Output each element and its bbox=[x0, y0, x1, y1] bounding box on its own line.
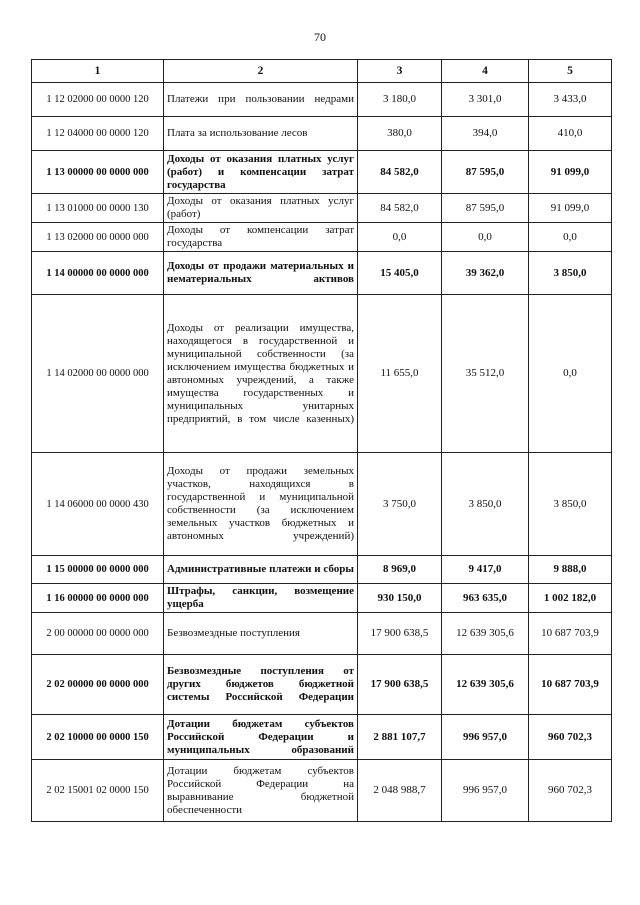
value-col4-cell: 12 639 305,6 bbox=[442, 655, 529, 715]
value-col5-cell: 960 702,3 bbox=[529, 760, 612, 822]
column-header-1: 1 bbox=[32, 60, 164, 83]
table-row bbox=[32, 655, 612, 715]
value-col4-cell: 12 639 305,6 bbox=[442, 613, 529, 655]
budget-code-cell: 1 13 02000 00 0000 000 bbox=[32, 223, 164, 252]
revenue-name-cell: Доходы от продажи материальных и нематериальных активов bbox=[164, 252, 358, 295]
revenue-name-cell: Дотации бюджетам субъектов Российской Федерации на выравнивание бюджетной обеспеченности bbox=[164, 760, 358, 822]
value-col5-cell: 10 687 703,9 bbox=[529, 655, 612, 715]
value-col3-cell: 84 582,0 bbox=[358, 151, 442, 194]
budget-code-cell: 2 02 10000 00 0000 150 bbox=[32, 715, 164, 760]
revenue-name-cell: Доходы от компенсации затрат государства bbox=[164, 223, 358, 252]
table-row bbox=[32, 715, 612, 760]
revenue-name-cell: Доходы от оказания платных услуг (работ) bbox=[164, 194, 358, 223]
value-col5-cell: 3 850,0 bbox=[529, 252, 612, 295]
budget-code-cell: 2 02 15001 02 0000 150 bbox=[32, 760, 164, 822]
revenue-name-cell: Дотации бюджетам субъектов Российской Федерации и муниципальных образований bbox=[164, 715, 358, 760]
budget-code-cell: 1 13 01000 00 0000 130 bbox=[32, 194, 164, 223]
value-col3-cell: 3 750,0 bbox=[358, 453, 442, 556]
value-col5-cell: 960 702,3 bbox=[529, 715, 612, 760]
column-header-5: 5 bbox=[529, 60, 612, 83]
value-col4-cell: 963 635,0 bbox=[442, 584, 529, 613]
value-col5-cell: 0,0 bbox=[529, 223, 612, 252]
table-row bbox=[32, 295, 612, 453]
revenue-name-cell: Безвозмездные поступления от других бюджетов бюджетной системы Российской Федерации bbox=[164, 655, 358, 715]
table-row bbox=[32, 556, 612, 584]
table-row bbox=[32, 223, 612, 252]
revenue-name-cell: Платежи при пользовании недрами bbox=[164, 83, 358, 117]
budget-code-cell: 1 12 02000 00 0000 120 bbox=[32, 83, 164, 117]
table-row bbox=[32, 613, 612, 655]
value-col3-cell: 17 900 638,5 bbox=[358, 655, 442, 715]
value-col3-cell: 84 582,0 bbox=[358, 194, 442, 223]
value-col4-cell: 3 850,0 bbox=[442, 453, 529, 556]
revenue-name-cell: Доходы от реализации имущества, находящегося в государственной и муниципальной собственности (за исключением имущества бюджетных и автономных учреждений, а также имущества государственных и муниципальных унитарных предприятий, в том числе казенных) bbox=[164, 295, 358, 453]
value-col4-cell: 87 595,0 bbox=[442, 151, 529, 194]
column-header-4: 4 bbox=[442, 60, 529, 83]
value-col3-cell: 3 180,0 bbox=[358, 83, 442, 117]
budget-code-cell: 2 00 00000 00 0000 000 bbox=[32, 613, 164, 655]
value-col3-cell: 17 900 638,5 bbox=[358, 613, 442, 655]
table-row bbox=[32, 194, 612, 223]
budget-revenue-table bbox=[31, 59, 612, 822]
budget-code-cell: 1 13 00000 00 0000 000 bbox=[32, 151, 164, 194]
budget-code-cell: 1 14 00000 00 0000 000 bbox=[32, 252, 164, 295]
budget-code-cell: 1 14 02000 00 0000 000 bbox=[32, 295, 164, 453]
value-col3-cell: 2 881 107,7 bbox=[358, 715, 442, 760]
value-col5-cell: 10 687 703,9 bbox=[529, 613, 612, 655]
value-col5-cell: 3 850,0 bbox=[529, 453, 612, 556]
value-col3-cell: 2 048 988,7 bbox=[358, 760, 442, 822]
revenue-name-cell: Плата за использование лесов bbox=[164, 117, 358, 151]
revenue-name-cell: Штрафы, санкции, возмещение ущерба bbox=[164, 584, 358, 613]
table-row bbox=[32, 453, 612, 556]
value-col5-cell: 9 888,0 bbox=[529, 556, 612, 584]
table-body bbox=[32, 83, 612, 822]
value-col5-cell: 410,0 bbox=[529, 117, 612, 151]
value-col4-cell: 9 417,0 bbox=[442, 556, 529, 584]
value-col3-cell: 8 969,0 bbox=[358, 556, 442, 584]
value-col4-cell: 996 957,0 bbox=[442, 760, 529, 822]
table-row bbox=[32, 151, 612, 194]
value-col4-cell: 35 512,0 bbox=[442, 295, 529, 453]
value-col3-cell: 15 405,0 bbox=[358, 252, 442, 295]
table-header-row bbox=[32, 60, 612, 83]
value-col5-cell: 3 433,0 bbox=[529, 83, 612, 117]
budget-code-cell: 1 14 06000 00 0000 430 bbox=[32, 453, 164, 556]
budget-code-cell: 1 16 00000 00 0000 000 bbox=[32, 584, 164, 613]
value-col4-cell: 87 595,0 bbox=[442, 194, 529, 223]
revenue-name-cell: Доходы от оказания платных услуг (работ) и компенсации затрат государства bbox=[164, 151, 358, 194]
table-row bbox=[32, 117, 612, 151]
value-col3-cell: 380,0 bbox=[358, 117, 442, 151]
value-col3-cell: 0,0 bbox=[358, 223, 442, 252]
value-col4-cell: 996 957,0 bbox=[442, 715, 529, 760]
revenue-name-cell: Доходы от продажи земельных участков, находящихся в государственной и муниципальной собственности (за исключением земельных участков бюджетных и автономных учреждений) bbox=[164, 453, 358, 556]
value-col3-cell: 11 655,0 bbox=[358, 295, 442, 453]
value-col5-cell: 91 099,0 bbox=[529, 151, 612, 194]
value-col4-cell: 394,0 bbox=[442, 117, 529, 151]
page-number: 70 bbox=[314, 30, 326, 44]
table-row bbox=[32, 760, 612, 822]
value-col3-cell: 930 150,0 bbox=[358, 584, 442, 613]
value-col4-cell: 39 362,0 bbox=[442, 252, 529, 295]
table-row bbox=[32, 252, 612, 295]
value-col5-cell: 91 099,0 bbox=[529, 194, 612, 223]
value-col4-cell: 3 301,0 bbox=[442, 83, 529, 117]
budget-code-cell: 1 12 04000 00 0000 120 bbox=[32, 117, 164, 151]
table-row bbox=[32, 83, 612, 117]
budget-code-cell: 1 15 00000 00 0000 000 bbox=[32, 556, 164, 584]
value-col5-cell: 0,0 bbox=[529, 295, 612, 453]
table-row bbox=[32, 584, 612, 613]
value-col4-cell: 0,0 bbox=[442, 223, 529, 252]
value-col5-cell: 1 002 182,0 bbox=[529, 584, 612, 613]
revenue-name-cell: Безвозмездные поступления bbox=[164, 613, 358, 655]
column-header-3: 3 bbox=[358, 60, 442, 83]
column-header-2: 2 bbox=[164, 60, 358, 83]
budget-code-cell: 2 02 00000 00 0000 000 bbox=[32, 655, 164, 715]
revenue-name-cell: Административные платежи и сборы bbox=[164, 556, 358, 584]
